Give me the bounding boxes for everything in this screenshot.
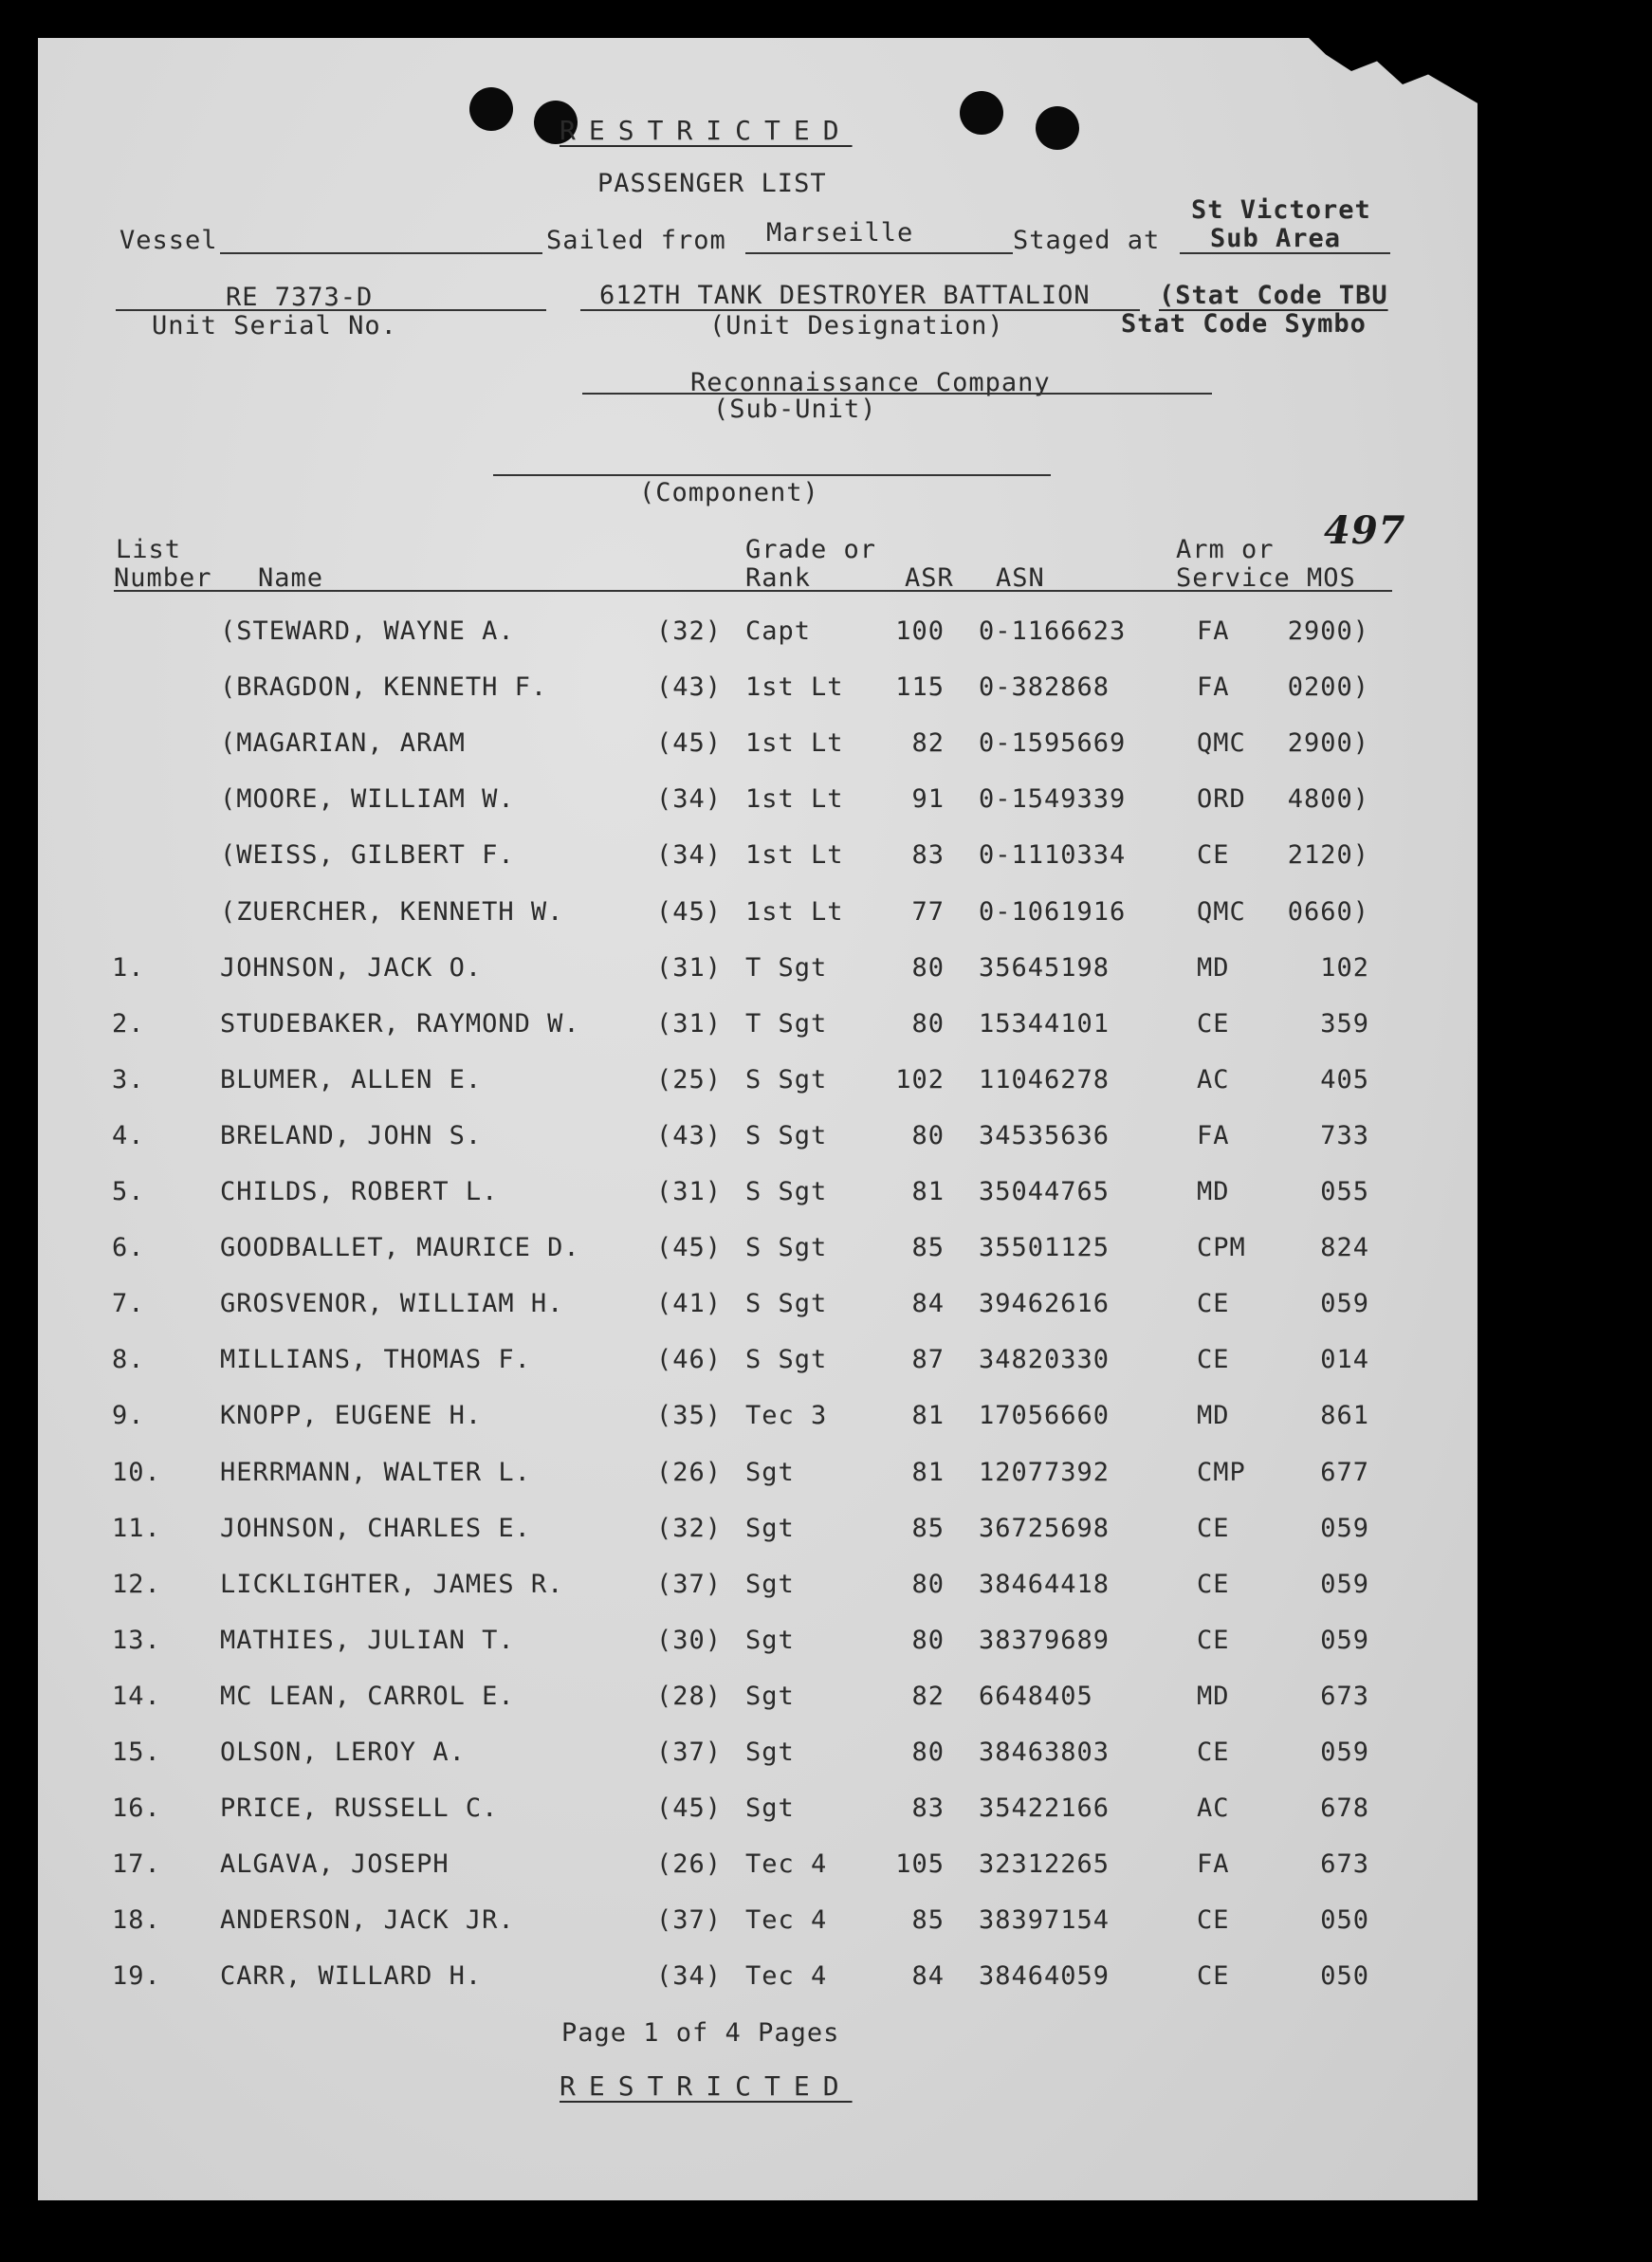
cell-num: 8. — [112, 1345, 145, 1374]
cell-arm: ORD — [1197, 784, 1246, 814]
cell-asn: 12077392 — [979, 1458, 1111, 1487]
staged-at-line — [1180, 252, 1390, 254]
cell-arm: CE — [1197, 840, 1230, 870]
cell-name: CHILDS, ROBERT L. — [220, 1177, 499, 1206]
table-row — [0, 1123, 1652, 1161]
cell-asn: 39462616 — [979, 1289, 1111, 1318]
cell-asn: 6648405 — [979, 1682, 1093, 1711]
cell-mos: 733 — [1320, 1121, 1369, 1150]
cell-mos: 0660) — [1287, 897, 1369, 927]
cell-asn: 38397154 — [979, 1905, 1111, 1935]
table-row — [0, 1683, 1652, 1721]
cell-rank: T Sgt — [745, 953, 828, 983]
cell-rank: S Sgt — [745, 1121, 828, 1150]
cell-name: BLUMER, ALLEN E. — [220, 1065, 483, 1094]
table-row — [0, 1739, 1652, 1777]
cell-rank: Sgt — [745, 1738, 795, 1767]
cell-asr: 82 — [911, 1682, 945, 1711]
cell-age: (30) — [656, 1626, 723, 1655]
cell-num: 11. — [112, 1514, 161, 1543]
cell-rank: Sgt — [745, 1793, 795, 1823]
table-row — [0, 1851, 1652, 1889]
cell-name: (WEISS, GILBERT F. — [220, 840, 515, 870]
cell-name: ALGAVA, JOSEPH — [220, 1849, 450, 1879]
cell-rank: Sgt — [745, 1570, 795, 1599]
cell-name: GOODBALLET, MAURICE D. — [220, 1233, 580, 1262]
table-row — [0, 1572, 1652, 1609]
cell-mos: 2900) — [1287, 728, 1369, 758]
cell-name: HERRMANN, WALTER L. — [220, 1458, 531, 1487]
col-list-number-line2: Number — [114, 563, 212, 593]
sub-unit-label: (Sub-Unit) — [713, 395, 877, 424]
cell-asr: 85 — [911, 1905, 945, 1935]
cell-asn: 34820330 — [979, 1345, 1111, 1374]
cell-asn: 0-1061916 — [979, 897, 1127, 927]
cell-name: BRELAND, JOHN S. — [220, 1121, 483, 1150]
cell-mos: 861 — [1320, 1401, 1369, 1430]
vessel-blank-line — [220, 252, 542, 254]
cell-asr: 80 — [911, 1570, 945, 1599]
cell-age: (25) — [656, 1065, 723, 1094]
table-row — [0, 1347, 1652, 1385]
header-underline — [114, 590, 1392, 592]
cell-arm: CE — [1197, 1289, 1230, 1318]
table-row — [0, 1795, 1652, 1833]
sub-unit-line — [582, 393, 1212, 395]
cell-name: MILLIANS, THOMAS F. — [220, 1345, 531, 1374]
component-line — [493, 474, 1051, 476]
cell-num: 1. — [112, 953, 145, 983]
cell-name: JOHNSON, JACK O. — [220, 953, 483, 983]
cell-mos: 673 — [1320, 1682, 1369, 1711]
cell-num: 9. — [112, 1401, 145, 1430]
table-row — [0, 1179, 1652, 1217]
cell-asn: 35044765 — [979, 1177, 1111, 1206]
cell-arm: CE — [1197, 1626, 1230, 1655]
cell-asr: 80 — [911, 1009, 945, 1039]
cell-age: (43) — [656, 672, 723, 702]
cell-rank: S Sgt — [745, 1177, 828, 1206]
cell-asn: 36725698 — [979, 1514, 1111, 1543]
table-row — [0, 899, 1652, 937]
cell-asr: 81 — [911, 1458, 945, 1487]
cell-rank: Sgt — [745, 1626, 795, 1655]
cell-num: 19. — [112, 1961, 161, 1991]
cell-age: (45) — [656, 1793, 723, 1823]
restricted-stamp-top: RESTRICTED — [560, 115, 853, 146]
cell-asn: 11046278 — [979, 1065, 1111, 1094]
cell-age: (37) — [656, 1570, 723, 1599]
cell-rank: S Sgt — [745, 1065, 828, 1094]
cell-rank: 1st Lt — [745, 784, 844, 814]
cell-arm: MD — [1197, 1682, 1230, 1711]
page-info: Page 1 of 4 Pages — [561, 2018, 840, 2048]
cell-asn: 32312265 — [979, 1849, 1111, 1879]
col-asr: ASR — [905, 563, 954, 593]
cell-arm: CMP — [1197, 1458, 1246, 1487]
col-grade-line1: Grade or — [745, 535, 877, 564]
cell-num: 18. — [112, 1905, 161, 1935]
cell-age: (46) — [656, 1345, 723, 1374]
table-row — [0, 1235, 1652, 1273]
cell-arm: FA — [1197, 1849, 1230, 1879]
cell-asr: 84 — [911, 1289, 945, 1318]
cell-asr: 82 — [911, 728, 945, 758]
cell-name: ANDERSON, JACK JR. — [220, 1905, 515, 1935]
cell-mos: 677 — [1320, 1458, 1369, 1487]
cell-mos: 824 — [1320, 1233, 1369, 1262]
cell-arm: AC — [1197, 1793, 1230, 1823]
table-row — [0, 842, 1652, 880]
cell-asr: 115 — [895, 672, 945, 702]
cell-asr: 81 — [911, 1401, 945, 1430]
col-grade-line2: Rank — [745, 563, 812, 593]
cell-name: (MOORE, WILLIAM W. — [220, 784, 515, 814]
cell-rank: Sgt — [745, 1682, 795, 1711]
staged-at-value-line1: St Victoret — [1191, 195, 1371, 225]
cell-arm: CE — [1197, 1905, 1230, 1935]
cell-rank: T Sgt — [745, 1009, 828, 1039]
restricted-stamp-bottom: RESTRICTED — [560, 2070, 853, 2102]
cell-asr: 80 — [911, 953, 945, 983]
col-mos: MOS — [1307, 563, 1356, 593]
cell-asr: 102 — [895, 1065, 945, 1094]
cell-asn: 17056660 — [979, 1401, 1111, 1430]
cell-asn: 38379689 — [979, 1626, 1111, 1655]
cell-mos: 102 — [1320, 953, 1369, 983]
cell-rank: 1st Lt — [745, 840, 844, 870]
cell-name: STUDEBAKER, RAYMOND W. — [220, 1009, 580, 1039]
punch-hole — [1036, 106, 1079, 150]
cell-mos: 050 — [1320, 1905, 1369, 1935]
cell-arm: CE — [1197, 1961, 1230, 1991]
sailed-from-label: Sailed from — [546, 226, 726, 255]
cell-mos: 014 — [1320, 1345, 1369, 1374]
cell-age: (37) — [656, 1738, 723, 1767]
component-label: (Component) — [639, 478, 819, 507]
cell-mos: 359 — [1320, 1009, 1369, 1039]
cell-mos: 2900) — [1287, 616, 1369, 646]
document-title: PASSENGER LIST — [597, 169, 827, 198]
cell-age: (32) — [656, 1514, 723, 1543]
cell-name: GROSVENOR, WILLIAM H. — [220, 1289, 564, 1318]
table-row — [0, 730, 1652, 768]
cell-mos: 059 — [1320, 1570, 1369, 1599]
cell-arm: AC — [1197, 1065, 1230, 1094]
cell-age: (41) — [656, 1289, 723, 1318]
table-row — [0, 1403, 1652, 1441]
cell-age: (31) — [656, 953, 723, 983]
cell-asr: 83 — [911, 840, 945, 870]
sailed-from-value: Marseille — [766, 218, 914, 248]
handwritten-page-number: 497 — [1324, 508, 1406, 553]
cell-age: (34) — [656, 840, 723, 870]
cell-age: (45) — [656, 1233, 723, 1262]
cell-rank: Tec 4 — [745, 1905, 828, 1935]
cell-asn: 38464418 — [979, 1570, 1111, 1599]
cell-rank: Tec 3 — [745, 1401, 828, 1430]
cell-name: PRICE, RUSSELL C. — [220, 1793, 499, 1823]
cell-num: 6. — [112, 1233, 145, 1262]
cell-name: MC LEAN, CARROL E. — [220, 1682, 515, 1711]
cell-age: (43) — [656, 1121, 723, 1150]
table-row — [0, 1907, 1652, 1945]
cell-num: 16. — [112, 1793, 161, 1823]
cell-arm: QMC — [1197, 728, 1246, 758]
staged-at-value-line2: Sub Area — [1210, 224, 1342, 253]
cell-mos: 405 — [1320, 1065, 1369, 1094]
punch-hole — [469, 87, 513, 131]
cell-mos: 050 — [1320, 1961, 1369, 1991]
cell-arm: FA — [1197, 672, 1230, 702]
cell-asn: 38464059 — [979, 1961, 1111, 1991]
cell-age: (32) — [656, 616, 723, 646]
cell-asn: 0-1549339 — [979, 784, 1127, 814]
cell-asr: 80 — [911, 1626, 945, 1655]
cell-age: (34) — [656, 784, 723, 814]
table-row — [0, 1291, 1652, 1329]
cell-rank: Sgt — [745, 1458, 795, 1487]
cell-age: (31) — [656, 1009, 723, 1039]
cell-num: 15. — [112, 1738, 161, 1767]
cell-name: CARR, WILLARD H. — [220, 1961, 483, 1991]
cell-rank: 1st Lt — [745, 672, 844, 702]
cell-age: (31) — [656, 1177, 723, 1206]
cell-arm: MD — [1197, 953, 1230, 983]
cell-rank: 1st Lt — [745, 897, 844, 927]
cell-name: (ZUERCHER, KENNETH W. — [220, 897, 564, 927]
cell-asn: 0-1595669 — [979, 728, 1127, 758]
stat-code-label: Stat Code Symbo — [1121, 309, 1367, 339]
sailed-from-line — [745, 252, 1013, 254]
col-list-number-line1: List — [116, 535, 182, 564]
cell-name: JOHNSON, CHARLES E. — [220, 1514, 531, 1543]
cell-rank: S Sgt — [745, 1289, 828, 1318]
cell-arm: FA — [1197, 616, 1230, 646]
col-arm-line1: Arm or — [1176, 535, 1275, 564]
cell-asr: 87 — [911, 1345, 945, 1374]
cell-asr: 100 — [895, 616, 945, 646]
cell-mos: 2120) — [1287, 840, 1369, 870]
cell-age: (45) — [656, 897, 723, 927]
cell-name: KNOPP, EUGENE H. — [220, 1401, 483, 1430]
cell-asr: 91 — [911, 784, 945, 814]
cell-num: 12. — [112, 1570, 161, 1599]
unit-serial-value: RE 7373-D — [226, 283, 374, 312]
cell-name: (BRAGDON, KENNETH F. — [220, 672, 548, 702]
cell-num: 10. — [112, 1458, 161, 1487]
cell-age: (26) — [656, 1849, 723, 1879]
cell-rank: Capt — [745, 616, 812, 646]
cell-asr: 81 — [911, 1177, 945, 1206]
table-row — [0, 1628, 1652, 1665]
cell-num: 4. — [112, 1121, 145, 1150]
table-row — [0, 955, 1652, 993]
cell-arm: CE — [1197, 1345, 1230, 1374]
cell-arm: QMC — [1197, 897, 1246, 927]
col-arm-line2: Service — [1176, 563, 1291, 593]
cell-mos: 673 — [1320, 1849, 1369, 1879]
cell-asr: 83 — [911, 1793, 945, 1823]
cell-num: 14. — [112, 1682, 161, 1711]
cell-name: (STEWARD, WAYNE A. — [220, 616, 515, 646]
punch-hole — [960, 91, 1003, 135]
cell-mos: 0200) — [1287, 672, 1369, 702]
table-row — [0, 674, 1652, 712]
cell-mos: 678 — [1320, 1793, 1369, 1823]
cell-rank: S Sgt — [745, 1233, 828, 1262]
cell-num: 2. — [112, 1009, 145, 1039]
cell-asn: 0-1110334 — [979, 840, 1127, 870]
cell-arm: CE — [1197, 1009, 1230, 1039]
cell-num: 3. — [112, 1065, 145, 1094]
table-row — [0, 1460, 1652, 1498]
cell-age: (45) — [656, 728, 723, 758]
cell-asr: 105 — [895, 1849, 945, 1879]
cell-asr: 80 — [911, 1121, 945, 1150]
unit-designation-label: (Unit Designation) — [709, 311, 1004, 340]
cell-arm: CE — [1197, 1514, 1230, 1543]
unit-serial-label: Unit Serial No. — [152, 311, 397, 340]
cell-rank: Tec 4 — [745, 1849, 828, 1879]
stat-code-value: (Stat Code TBU — [1159, 281, 1388, 310]
cell-mos: 055 — [1320, 1177, 1369, 1206]
table-row — [0, 1963, 1652, 2001]
cell-num: 17. — [112, 1849, 161, 1879]
cell-rank: 1st Lt — [745, 728, 844, 758]
cell-rank: Sgt — [745, 1514, 795, 1543]
cell-mos: 059 — [1320, 1289, 1369, 1318]
cell-asn: 15344101 — [979, 1009, 1111, 1039]
cell-asr: 80 — [911, 1738, 945, 1767]
cell-arm: CE — [1197, 1570, 1230, 1599]
table-row — [0, 1067, 1652, 1105]
staged-at-label: Staged at — [1013, 226, 1161, 255]
cell-mos: 4800) — [1287, 784, 1369, 814]
table-row — [0, 1011, 1652, 1049]
cell-name: OLSON, LEROY A. — [220, 1738, 466, 1767]
cell-num: 13. — [112, 1626, 161, 1655]
cell-name: (MAGARIAN, ARAM — [220, 728, 466, 758]
cell-asn: 0-1166623 — [979, 616, 1127, 646]
cell-mos: 059 — [1320, 1626, 1369, 1655]
cell-arm: FA — [1197, 1121, 1230, 1150]
table-row — [0, 786, 1652, 824]
cell-age: (37) — [656, 1905, 723, 1935]
cell-arm: MD — [1197, 1401, 1230, 1430]
cell-mos: 059 — [1320, 1738, 1369, 1767]
cell-num: 7. — [112, 1289, 145, 1318]
cell-asr: 85 — [911, 1514, 945, 1543]
unit-designation-value: 612TH TANK DESTROYER BATTALION — [599, 281, 1091, 310]
col-name: Name — [258, 563, 324, 593]
cell-asr: 85 — [911, 1233, 945, 1262]
cell-age: (35) — [656, 1401, 723, 1430]
vessel-label: Vessel — [119, 226, 218, 255]
cell-asn: 35422166 — [979, 1793, 1111, 1823]
cell-asr: 77 — [911, 897, 945, 927]
cell-arm: MD — [1197, 1177, 1230, 1206]
cell-name: MATHIES, JULIAN T. — [220, 1626, 515, 1655]
cell-age: (26) — [656, 1458, 723, 1487]
cell-arm: CPM — [1197, 1233, 1246, 1262]
cell-rank: S Sgt — [745, 1345, 828, 1374]
sub-unit-value: Reconnaissance Company — [690, 368, 1051, 397]
col-asn: ASN — [996, 563, 1045, 593]
cell-asn: 35501125 — [979, 1233, 1111, 1262]
cell-rank: Tec 4 — [745, 1961, 828, 1991]
table-row — [0, 618, 1652, 656]
cell-num: 5. — [112, 1177, 145, 1206]
cell-asn: 35645198 — [979, 953, 1111, 983]
cell-asn: 0-382868 — [979, 672, 1111, 702]
cell-asn: 38463803 — [979, 1738, 1111, 1767]
cell-mos: 059 — [1320, 1514, 1369, 1543]
cell-name: LICKLIGHTER, JAMES R. — [220, 1570, 564, 1599]
table-row — [0, 1516, 1652, 1554]
cell-asn: 34535636 — [979, 1121, 1111, 1150]
cell-age: (28) — [656, 1682, 723, 1711]
cell-age: (34) — [656, 1961, 723, 1991]
cell-arm: CE — [1197, 1738, 1230, 1767]
cell-asr: 84 — [911, 1961, 945, 1991]
